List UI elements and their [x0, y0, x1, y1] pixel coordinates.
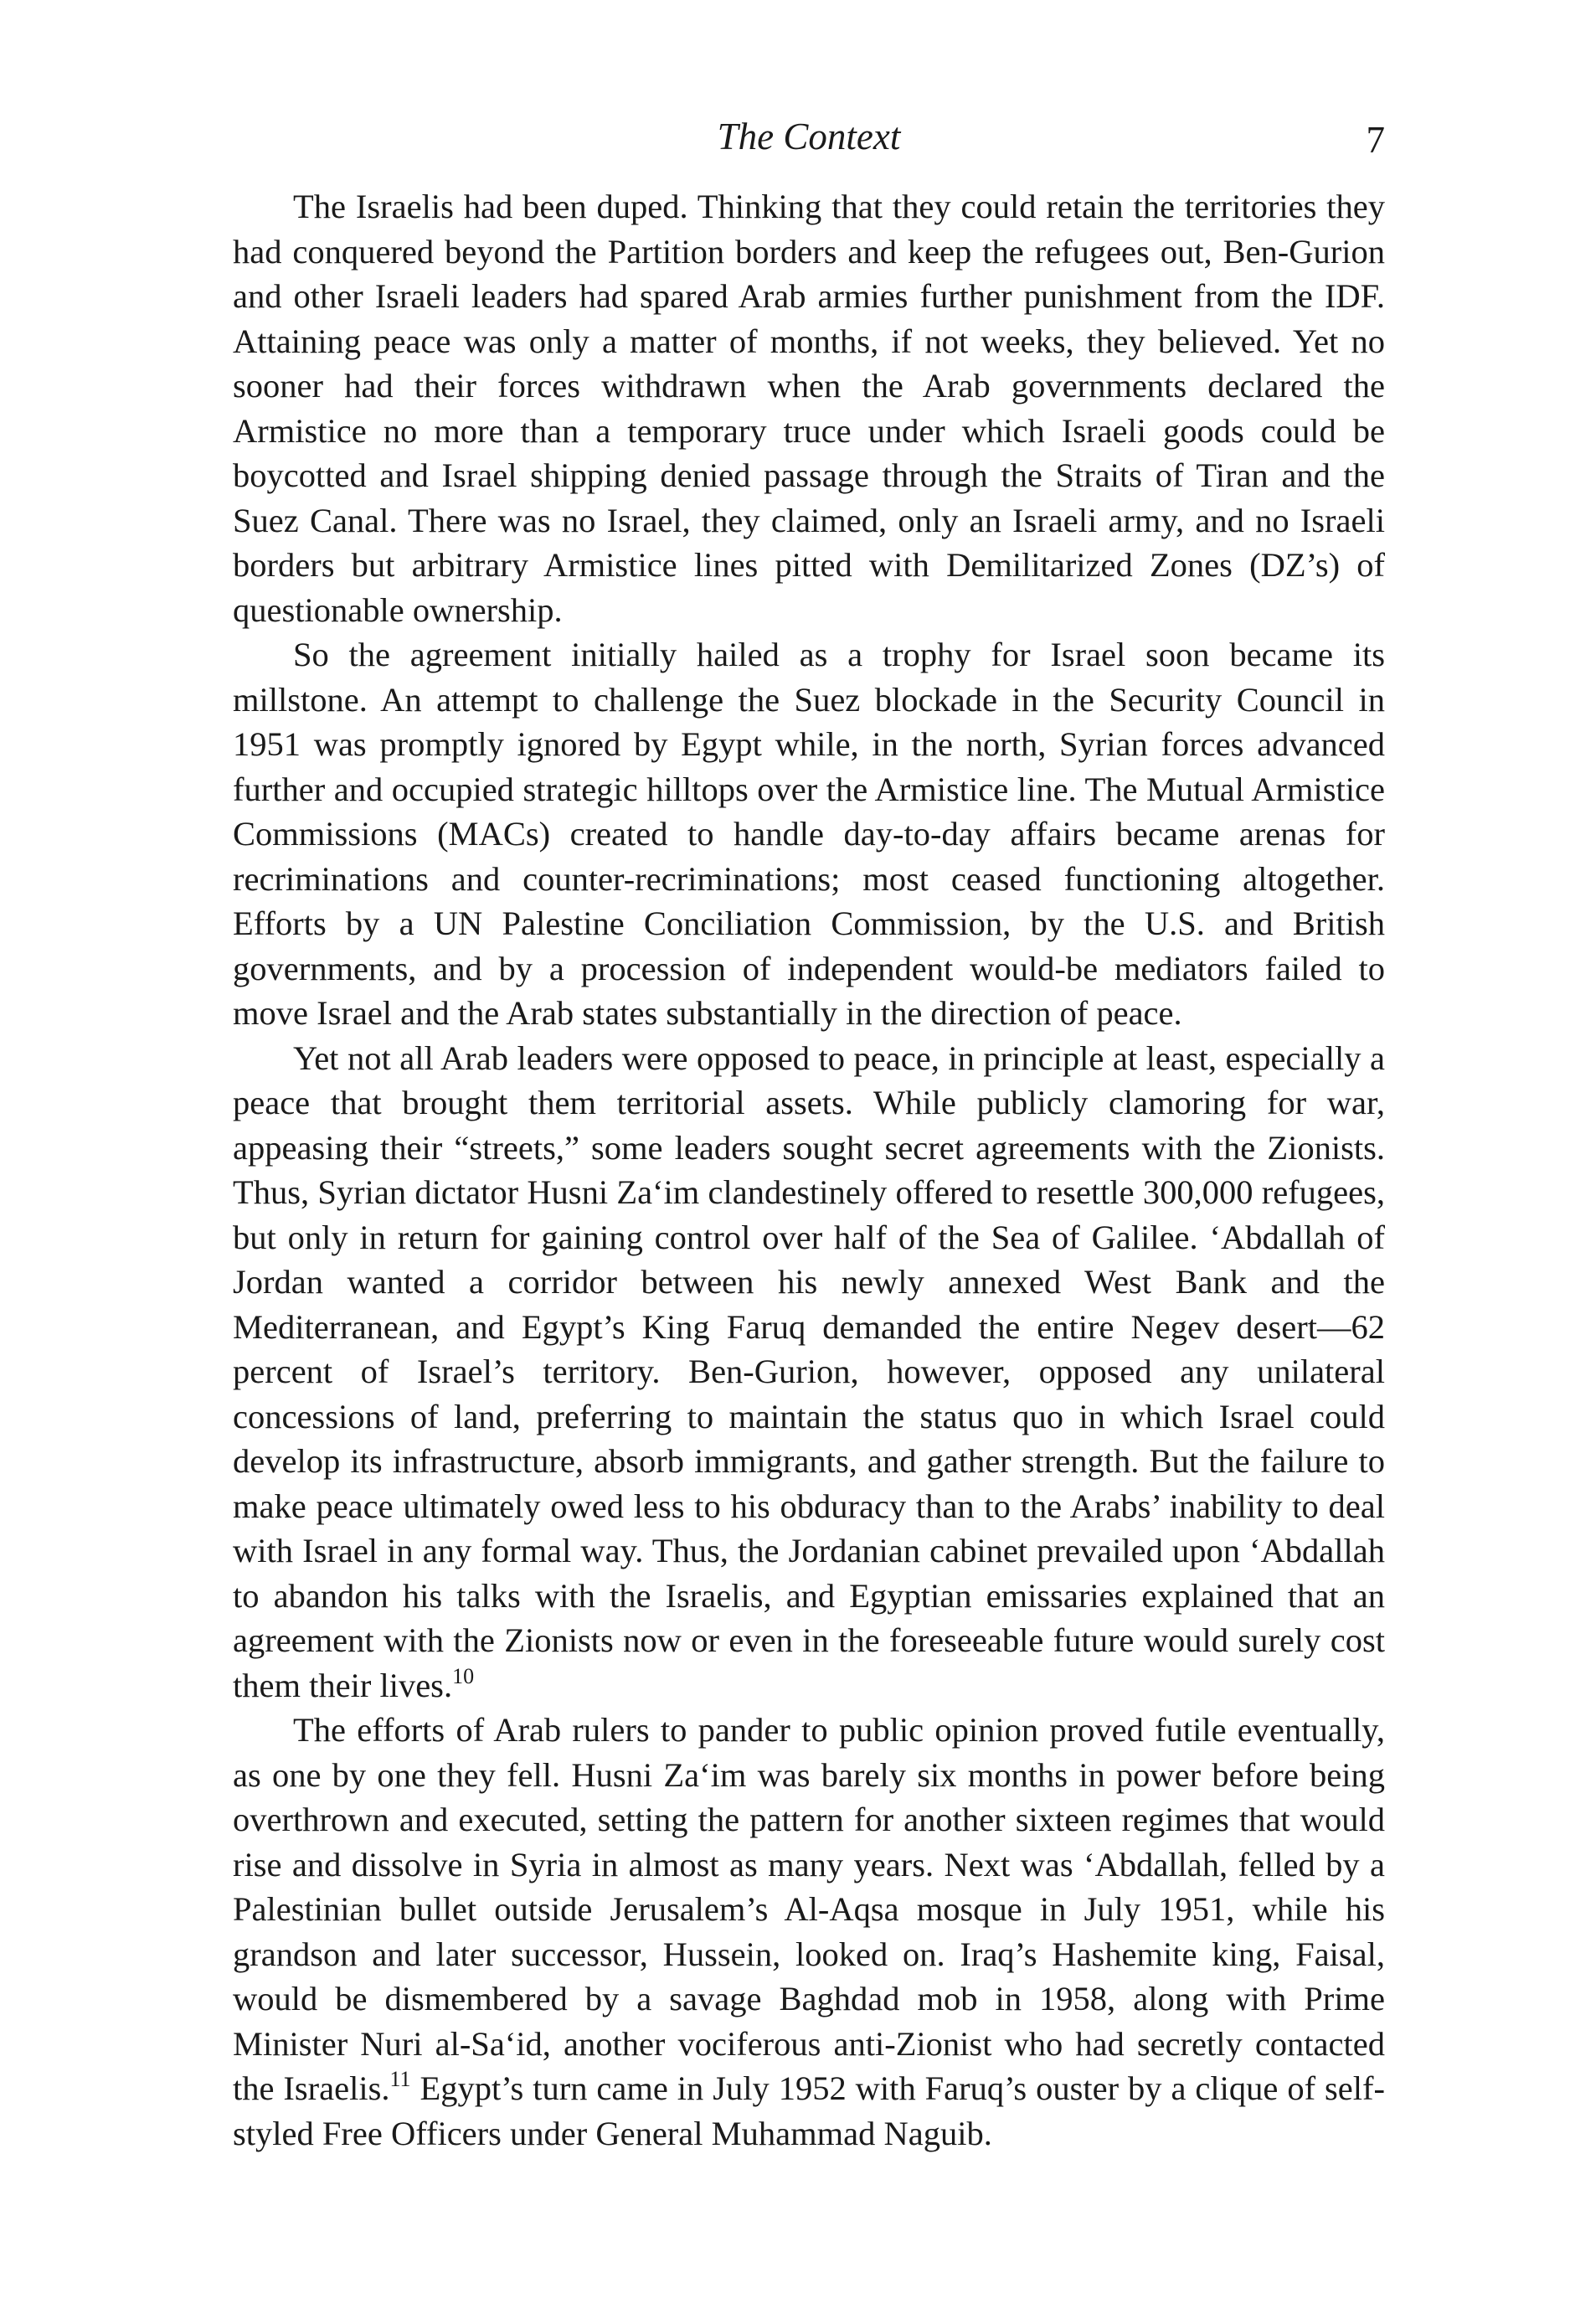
paragraph: [233, 1036, 1385, 1708]
book-page: [233, 100, 1385, 2156]
paragraph: [233, 1708, 1385, 2156]
page-number: 7: [1366, 119, 1385, 161]
paragraph-text: Egypt’s turn came in July 1952 with Faruq’s ouster by a clique of self-styled Free Officers under General Muhammad Naguib.: [233, 2069, 1385, 2152]
running-head: [233, 100, 1385, 184]
paragraph-text: Yet not all Arab leaders were opposed to peace, in principle at least, especially a peace that brought them territorial assets. While publicly clamoring for war, appeasing their “streets,” some leaders sought secret agreements with the Zionists. Thus, Syrian dictator Husni Za‘im clandestinely offered to resettle 300,000 refugees, but only in return for gaining control over half of the Sea of Galilee. ‘Abdallah of Jordan wanted a corridor between his newly annexed West Bank and the Mediterranean, and Egypt’s King Faruq demanded the entire Negev desert—62 percent of Israel’s territory. Ben-Gurion, however, opposed any unilateral concessions of land, preferring to maintain the status quo in which Israel could develop its infrastructure, absorb immigrants, and gather strength. But the failure to make peace ultimately owed less to his obduracy than to the Arabs’ inability to deal with Israel in any formal way. Thus, the Jordanian cabinet prevailed upon ‘Abdallah to abandon his talks with the Israelis, and Egyptian emissaries explained that an agreement with the Zionists now or even in the foreseeable future would surely cost them their lives.: [233, 1038, 1385, 1704]
paragraph-text: The Israelis had been duped. Thinking that they could retain the territories they had conquered beyond the Partition borders and keep the refugees out, Ben-Gurion and other Israeli leaders had spared Arab armies further punishment from the IDF. Attaining peace was only a matter of months, if not weeks, they believed. Yet no sooner had their forces withdrawn when the Arab governments declared the Armistice no more than a temporary truce under which Israeli goods could be boycotted and Israel shipping denied passage through the Straits of Tiran and the Suez Canal. There was no Israel, they claimed, only an Israeli army, and no Israeli borders but arbitrary Armistice lines pitted with Demilitarized Zones (DZ’s) of questionable ownership.: [233, 188, 1385, 629]
body-text: [233, 184, 1385, 2156]
paragraph: [233, 184, 1385, 632]
running-title: The Context: [717, 116, 901, 157]
paragraph-text: So the agreement initially hailed as a trophy for Israel soon became its millstone. An attempt to challenge the Suez blockade in the Security Council in 1951 was promptly ignored by Egypt while, in the north, Syrian forces advanced further and occupied strategic hilltops over the Armistice line. The Mutual Armistice Commissions (MACs) created to handle day-to-day affairs became arenas for recriminations and counter-recriminations; most ceased functioning altogether. Efforts by a UN Palestine Conciliation Commission, by the U.S. and British governments, and by a procession of independent would-be mediators failed to move Israel and the Arab states substantially in the direction of peace.: [233, 636, 1385, 1032]
footnote-reference: 10: [452, 1663, 475, 1688]
footnote-reference: 11: [389, 2067, 411, 2091]
paragraph-text: The efforts of Arab rulers to pander to public opinion proved futile eventually, as one by one they fell. Husni Za‘im was barely six months in power before being overthrown and executed, setting the pattern for another sixteen regimes that would rise and dissolve in Syria in almost as many years. Next was ‘Abdallah, felled by a Palestinian bullet outside Jerusalem’s Al-Aqsa mosque in July 1951, while his grandson and later successor, Hussein, looked on. Iraq’s Hashemite king, Faisal, would be dismembered by a savage Baghdad mob in 1958, along with Prime Minister Nuri al-Sa‘id, another vociferous anti-Zionist who had secretly contacted the Israelis.: [233, 1711, 1385, 2107]
paragraph: [233, 632, 1385, 1036]
